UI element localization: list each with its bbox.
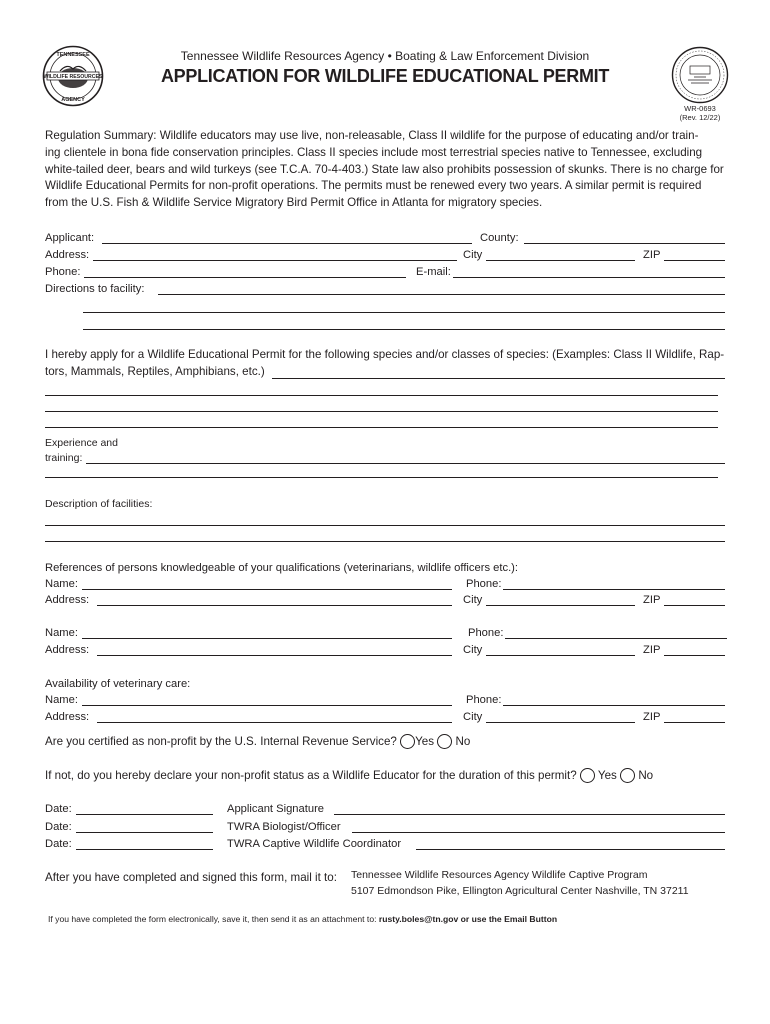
nonprofit-q1-no-label: No xyxy=(455,735,471,748)
biologist-label: TWRA Biologist/Officer xyxy=(227,821,341,833)
summary-line-5: from the U.S. Fish & Wildlife Service Migratory Bird Permit Office in Atlanta for migratory species. xyxy=(45,196,543,209)
date-input-1[interactable] xyxy=(76,801,213,814)
agency-line: Tennessee Wildlife Resources Agency • Boating & Law Enforcement Division xyxy=(180,49,590,63)
applicant-signature-input[interactable] xyxy=(334,801,725,814)
vet-zip-input[interactable] xyxy=(664,709,725,722)
date-input-2[interactable] xyxy=(76,819,213,832)
city-label: City xyxy=(463,249,483,261)
species-line-1: I hereby apply for a Wildlife Educational Permit for the following species and/or classes of species: (Examples: Class II Wildlife, Rap- xyxy=(45,348,725,361)
date-label-1: Date: xyxy=(45,803,72,815)
ref2-phone-label: Phone: xyxy=(468,627,504,639)
email-input[interactable] xyxy=(453,264,725,277)
species-line-2: tors, Mammals, Reptiles, Amphibians, etc.) xyxy=(45,365,265,378)
applicant-input[interactable] xyxy=(102,230,472,243)
date-input-3[interactable] xyxy=(76,836,213,849)
nonprofit-question-2-row xyxy=(45,767,653,785)
phone-label: Phone: xyxy=(45,266,81,278)
nonprofit-question-1: Are you certified as non-profit by the U.S. Internal Revenue Service? xyxy=(45,735,397,748)
summary-line-1: Regulation Summary: Wildlife educators may use live, non-releasable, Class II wildlife for the purpose of educating and/or train- xyxy=(45,129,699,142)
nonprofit-q2-yes-label: Yes xyxy=(597,769,617,782)
page-title: APPLICATION FOR WILDLIFE EDUCATIONAL PERMIT xyxy=(160,66,610,86)
coordinator-label: TWRA Captive Wildlife Coordinator xyxy=(227,838,402,850)
ref2-address-label: Address: xyxy=(45,644,90,656)
ref1-phone-input[interactable] xyxy=(503,576,725,589)
ref2-name-label: Name: xyxy=(45,627,78,639)
logo-text-top: TENNESSEE xyxy=(56,52,90,58)
date-label-3: Date: xyxy=(45,838,72,850)
summary-line-2: ing clientele in bona fide conservation principles. Class II species include most terrestrial species native to Tennessee, excluding xyxy=(45,146,703,159)
summary-line-3: white-tailed deer, bears and wild turkeys (see T.C.A. 70-4-403.) State law also prohibits possession of skunks. There is no charge for xyxy=(45,163,724,176)
ref1-address-label: Address: xyxy=(45,594,90,606)
nonprofit-q2-yes-radio[interactable] xyxy=(580,768,595,783)
nonprofit-q2-no-label: No xyxy=(638,769,654,782)
zip-label: ZIP xyxy=(643,249,661,261)
logo-text-mid: WILDLIFE RESOURCES xyxy=(43,74,103,81)
facilities-input[interactable] xyxy=(45,512,725,542)
directions-label: Directions to facility: xyxy=(45,283,145,295)
experience-label-2: training: xyxy=(45,452,83,464)
vet-name-label: Name: xyxy=(45,694,78,706)
date-label-2: Date: xyxy=(45,821,72,833)
biologist-signature-input[interactable] xyxy=(352,819,725,832)
logo-text-bottom: AGENCY xyxy=(61,97,85,103)
directions-input[interactable] xyxy=(83,281,725,329)
ref1-city-input[interactable] xyxy=(486,592,635,605)
nonprofit-q2-no-radio[interactable] xyxy=(620,768,635,783)
form-revision: (Rev. 12/22) xyxy=(679,113,721,122)
county-label: County: xyxy=(480,232,519,244)
ref1-zip-label: ZIP xyxy=(643,594,661,606)
nonprofit-question-1-row xyxy=(45,733,470,751)
ref1-phone-label: Phone: xyxy=(466,578,502,590)
nonprofit-q1-yes-label: Yes xyxy=(415,735,435,748)
vet-zip-label: ZIP xyxy=(643,711,661,723)
vet-city-input[interactable] xyxy=(486,709,635,722)
ref2-address-input[interactable] xyxy=(97,642,452,655)
ref2-phone-input[interactable] xyxy=(505,625,727,638)
nonprofit-q1-yes-radio[interactable] xyxy=(400,734,415,749)
form-number: WR-0693 xyxy=(684,104,716,113)
email-label: E-mail: xyxy=(416,266,451,278)
ref2-zip-label: ZIP xyxy=(643,644,661,656)
ref1-zip-input[interactable] xyxy=(664,592,725,605)
references-heading: References of persons knowledgeable of your qualifications (veterinarians, wildlife officers etc.): xyxy=(45,562,519,574)
mail-instruction: After you have completed and signed this form, mail it to: xyxy=(45,871,337,884)
zip-input[interactable] xyxy=(664,247,725,260)
electronic-note-row xyxy=(48,914,557,925)
ref1-name-input[interactable] xyxy=(82,576,452,589)
applicant-label: Applicant: xyxy=(45,232,95,244)
vet-phone-label: Phone: xyxy=(466,694,502,706)
applicant-signature-label: Applicant Signature xyxy=(227,803,325,815)
vet-name-input[interactable] xyxy=(82,692,452,705)
coordinator-signature-input[interactable] xyxy=(416,836,725,849)
ref2-city-label: City xyxy=(463,644,483,656)
ref1-city-label: City xyxy=(463,594,483,606)
ref1-address-input[interactable] xyxy=(97,592,452,605)
ref2-name-input[interactable] xyxy=(82,625,452,638)
address-label: Address: xyxy=(45,249,90,261)
species-input[interactable] xyxy=(45,366,725,428)
phone-input[interactable] xyxy=(84,264,406,277)
vet-address-input[interactable] xyxy=(97,709,452,722)
vet-care-heading: Availability of veterinary care: xyxy=(45,678,191,690)
ref2-zip-input[interactable] xyxy=(664,642,725,655)
vet-phone-input[interactable] xyxy=(503,692,725,705)
vet-address-label: Address: xyxy=(45,711,90,723)
nonprofit-q1-no-radio[interactable] xyxy=(437,734,452,749)
experience-label-1: Experience and xyxy=(45,437,118,449)
ref1-name-label: Name: xyxy=(45,578,78,590)
summary-line-4: Wildlife Educational Permits for non-profit operations. The permits must be renewed every two years. A similar permit is required xyxy=(45,179,702,192)
nonprofit-question-2: If not, do you hereby declare your non-profit status as a Wildlife Educator for the duration of this permit? xyxy=(45,769,577,782)
tennessee-seal xyxy=(671,46,729,104)
electronic-note: If you have completed the form electronically, save it, then send it as an attachment to: xyxy=(48,914,377,924)
address-input[interactable] xyxy=(93,247,457,260)
email-button-link[interactable]: rusty.boles@tn.gov or use the Email Button xyxy=(378,914,558,924)
mail-address-line-2: 5107 Edmondson Pike, Ellington Agricultural Center Nashville, TN 37211 xyxy=(351,885,689,897)
ref2-city-input[interactable] xyxy=(486,642,635,655)
city-input[interactable] xyxy=(486,247,635,260)
vet-city-label: City xyxy=(463,711,483,723)
facilities-label: Description of facilities: xyxy=(45,498,153,510)
experience-input[interactable] xyxy=(86,450,725,478)
mail-address-line-1: Tennessee Wildlife Resources Agency Wildlife Captive Program xyxy=(351,869,648,881)
county-input[interactable] xyxy=(524,230,725,243)
